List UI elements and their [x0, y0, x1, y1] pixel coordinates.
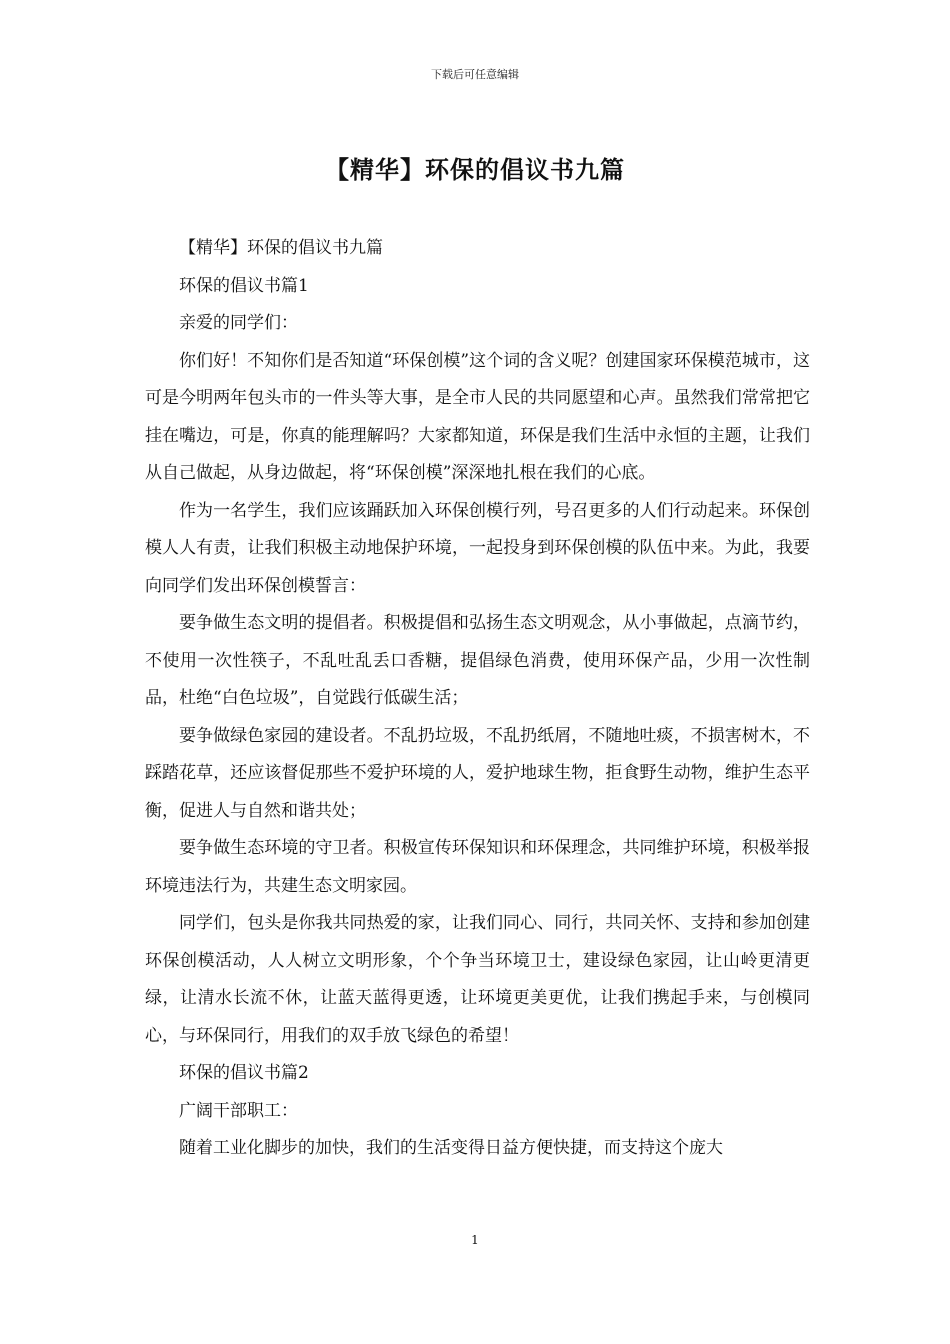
- paragraph: 同学们，包头是你我共同热爱的家，让我们同心、同行，共同关怀、支持和参加创建环保创模活动，人人树立文明形象，个个争当环境卫士，建设绿色家园，让山岭更清更绿，让清水长流不休，让蓝天蓝得更透，让环境更美更优，让我们携起手来，与创模同心，与环保同行，用我们的双手放飞绿色的希望！: [145, 913, 810, 1046]
- paragraph: 【精华】环保的倡议书九篇: [179, 238, 383, 258]
- document-body: [145, 230, 810, 1168]
- salutation: 广阔干部职工：: [179, 1100, 298, 1121]
- salutation: 亲爱的同学们：: [179, 313, 298, 333]
- paragraph: 要争做绿色家园的建设者。不乱扔垃圾，不乱扔纸屑，不随地吐痰，不损害树木，不踩踏花草，还应该督促那些不爱护环境的人，爱护地球生物，拒食野生动物，维护生态平衡，促进人与自然和谐共处；: [145, 725, 810, 821]
- paragraph: 随着工业化脚步的加快，我们的生活变得日益方便快捷，而支持这个庞大: [179, 1138, 723, 1158]
- section-heading: 环保的倡议书篇2: [179, 1063, 309, 1083]
- header-note: 下载后可任意编辑: [431, 68, 519, 81]
- paragraph: 要争做生态环境的守卫者。积极宣传环保知识和环保理念，共同维护环境，积极举报环境违法行为，共建生态文明家园。: [145, 838, 810, 896]
- document-title: 【精华】环保的倡议书九篇: [325, 155, 625, 184]
- page-number: 1: [471, 1233, 479, 1247]
- paragraph: 你们好！不知你们是否知道“环保创模”这个词的含义呢？创建国家环保模范城市，这可是今明两年包头市的一件头等大事，是全市人民的共同愿望和心声。虽然我们常常把它挂在嘴边，可是，你真的能理解吗？大家都知道，环保是我们生活中永恒的主题，让我们从自己做起，从身边做起，将“环保创模”深深地扎根在我们的心底。: [145, 350, 810, 483]
- paragraph: 作为一名学生，我们应该踊跃加入环保创模行列，号召更多的人们行动起来。环保创模人人有责，让我们积极主动地保护环境，一起投身到环保创模的队伍中来。为此，我要向同学们发出环保创模誓言：: [145, 500, 810, 596]
- paragraph: 要争做生态文明的提倡者。积极提倡和弘扬生态文明观念，从小事做起，点滴节约，不使用一次性筷子，不乱吐乱丢口香糖，提倡绿色消费，使用环保产品，少用一次性制品，杜绝“白色垃圾”，自觉践行低碳生活；: [145, 613, 810, 708]
- section-heading: 环保的倡议书篇1: [179, 275, 309, 296]
